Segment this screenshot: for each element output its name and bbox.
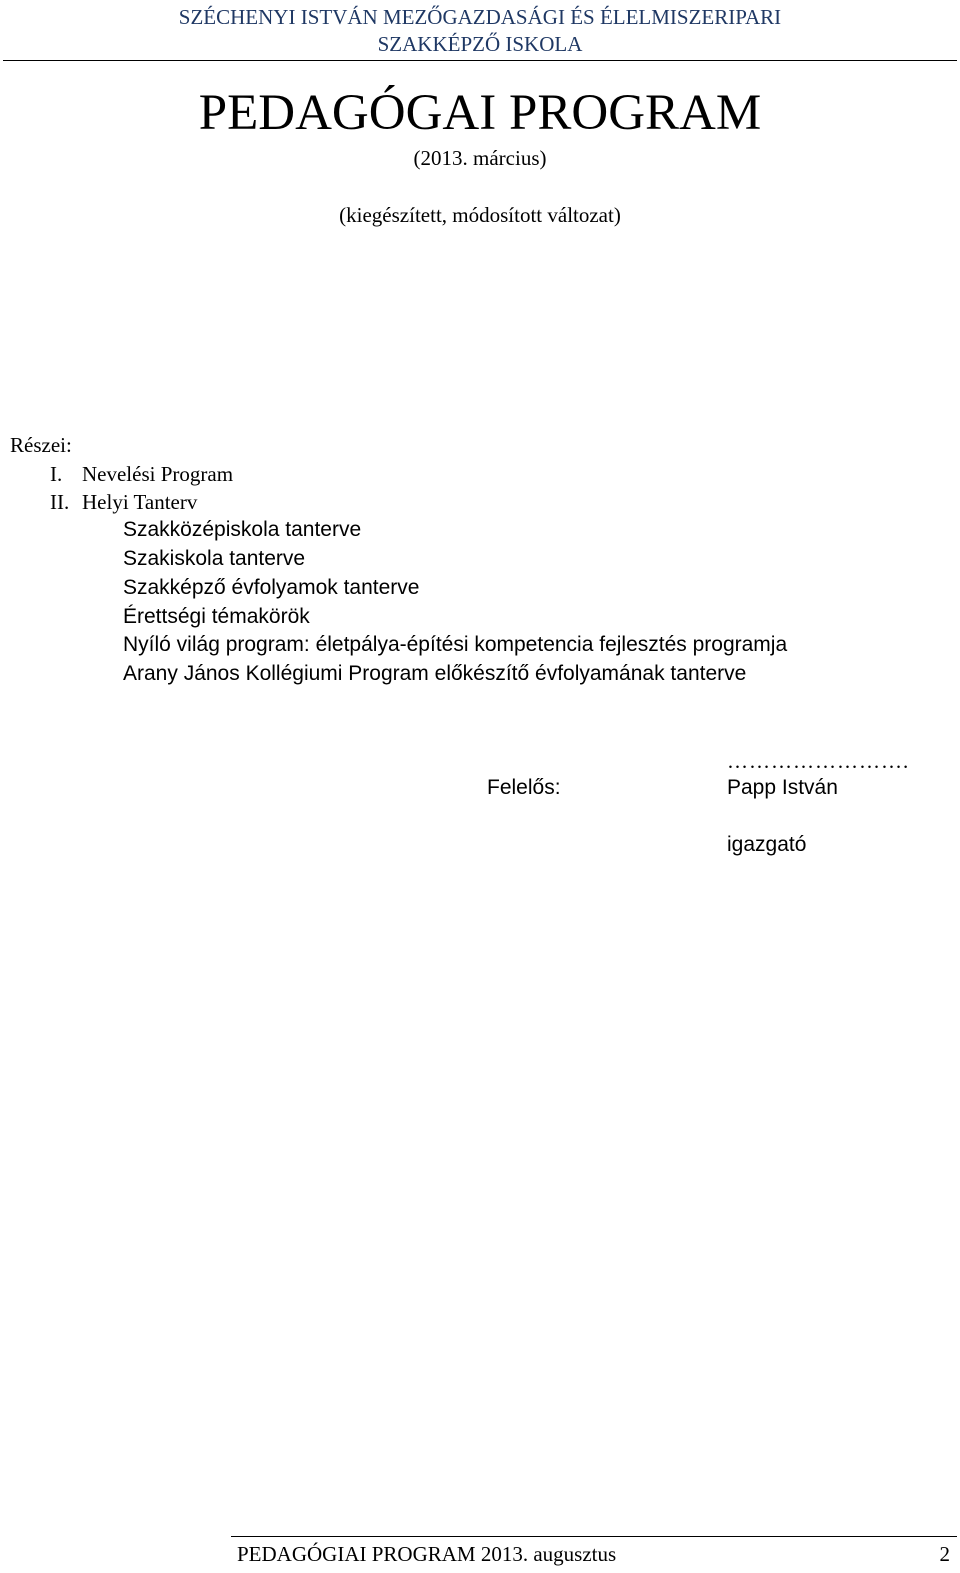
school-name-line-1: SZÉCHENYI ISTVÁN MEZŐGAZDASÁGI ÉS ÉLELMISZERIPARI <box>178 5 782 29</box>
part-number: II. <box>50 490 70 514</box>
school-name-line-2: SZAKKÉPZŐ ISKOLA <box>377 32 583 56</box>
subitem-arany-janos-program: Arany János Kollégiumi Program előkészítő évfolyamának tanterve <box>123 662 747 685</box>
subitem-nyilo-vilag-program: Nyíló világ program: életpálya-építési kompetencia fejlesztés programja <box>123 633 788 656</box>
subitem-szakkepzo-evfolyamok: Szakképző évfolyamok tanterve <box>123 576 420 599</box>
document-version-note: (kiegészített, módosított változat) <box>339 203 621 227</box>
school-header <box>0 4 960 58</box>
document-title: PEDAGÓGAI PROGRAM <box>198 85 762 141</box>
document-date: (2013. március) <box>413 146 547 170</box>
subitem-szakiskola: Szakiskola tanterve <box>123 547 306 570</box>
part-label: Nevelési Program <box>82 462 234 486</box>
subitem-szakkozepiskola: Szakközépiskola tanterve <box>123 518 362 541</box>
responsible-role: igazgató <box>727 833 807 856</box>
subitem-erettsegi-temakorok: Érettségi témakörök <box>123 605 310 628</box>
part-item-helyi-tanterv <box>50 488 197 516</box>
header-divider <box>3 60 957 61</box>
part-label: Helyi Tanterv <box>82 490 198 514</box>
page-number: 2 <box>939 1542 950 1566</box>
part-item-nevelesi-program <box>50 460 233 488</box>
footer-text: PEDAGÓGIAI PROGRAM 2013. augusztus <box>237 1542 617 1566</box>
part-number: I. <box>50 462 63 486</box>
parts-heading: Részei: <box>10 433 72 457</box>
responsible-label: Felelős: <box>487 776 561 799</box>
signature-line: ……………………. <box>727 749 910 773</box>
footer-divider <box>231 1536 957 1537</box>
responsible-name: Papp István <box>727 776 838 799</box>
